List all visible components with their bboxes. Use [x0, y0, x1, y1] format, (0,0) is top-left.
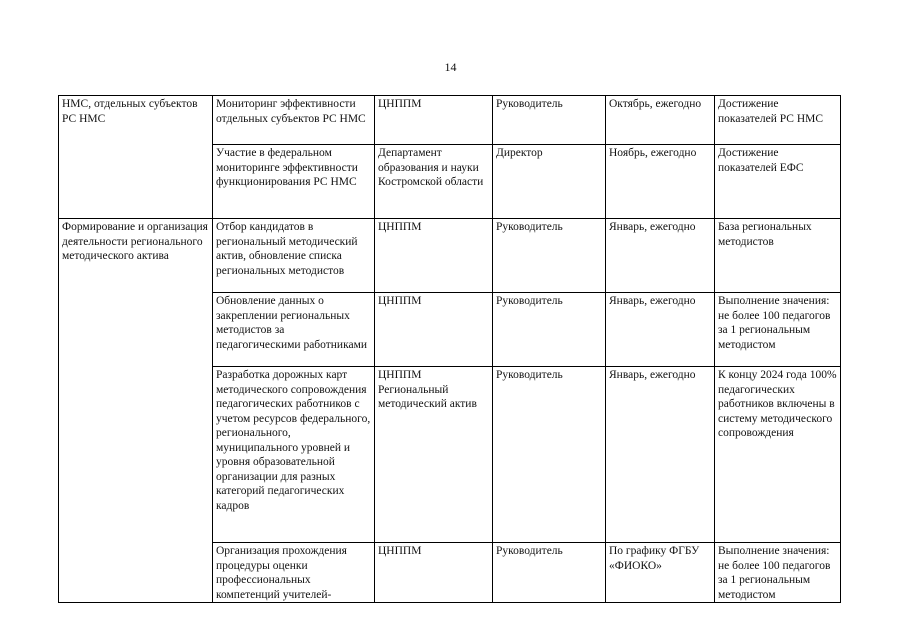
deadline-cell: Январь, ежегодно: [606, 219, 715, 293]
deadline-cell: По графику ФГБУ «ФИОКО»: [606, 543, 715, 603]
result-cell: Достижение показателей ЕФС: [715, 145, 841, 219]
executor-cell: ЦНППМ Региональный методический актив: [375, 367, 493, 543]
page-number: 14: [444, 60, 457, 74]
event-cell: Отбор кандидатов в региональный методический актив, обновление списка региональных методистов: [213, 219, 375, 293]
executor-cell: ЦНППМ: [375, 293, 493, 367]
responsible-cell: Руководитель: [493, 96, 606, 145]
direction-cell: НМС, отдельных субъектов РС НМС: [59, 96, 213, 219]
responsible-cell: Директор: [493, 145, 606, 219]
responsible-cell: Руководитель: [493, 293, 606, 367]
result-cell: Выполнение значения: не более 100 педагогов за 1 региональным методистом: [715, 293, 841, 367]
direction-cell: Формирование и организация деятельности регионального методического актива: [59, 219, 213, 603]
event-cell: Разработка дорожных карт методического сопровождения педагогических работников с учетом ресурсов федерального, регионального, муниципального уровней и уровня образовательной организации для разных категорий педагогических кадров: [213, 367, 375, 543]
event-cell: Участие в федеральном мониторинге эффективности функционирования РС НМС: [213, 145, 375, 219]
plan-table: [58, 95, 841, 603]
table-row: [59, 96, 841, 145]
executor-cell: ЦНППМ: [375, 96, 493, 145]
responsible-cell: Руководитель: [493, 367, 606, 543]
executor-cell: ЦНППМ: [375, 219, 493, 293]
deadline-cell: Январь, ежегодно: [606, 367, 715, 543]
result-cell: Достижение показателей РС НМС: [715, 96, 841, 145]
responsible-cell: Руководитель: [493, 543, 606, 603]
responsible-cell: Руководитель: [493, 219, 606, 293]
deadline-cell: Январь, ежегодно: [606, 293, 715, 367]
deadline-cell: Ноябрь, ежегодно: [606, 145, 715, 219]
deadline-cell: Октябрь, ежегодно: [606, 96, 715, 145]
executor-cell: ЦНППМ: [375, 543, 493, 603]
event-cell: Обновление данных о закреплении региональных методистов за педагогическими работниками: [213, 293, 375, 367]
table-row: [59, 219, 841, 293]
result-cell: К концу 2024 года 100% педагогических работников включены в систему методического сопровождения: [715, 367, 841, 543]
result-cell: Выполнение значения: не более 100 педагогов за 1 региональным методистом: [715, 543, 841, 603]
executor-cell: Департамент образования и науки Костромской области: [375, 145, 493, 219]
event-cell: Мониторинг эффективности отдельных субъектов РС НМС: [213, 96, 375, 145]
result-cell: База региональных методистов: [715, 219, 841, 293]
event-cell: Организация прохождения процедуры оценки профессиональных компетенций учителей-: [213, 543, 375, 603]
